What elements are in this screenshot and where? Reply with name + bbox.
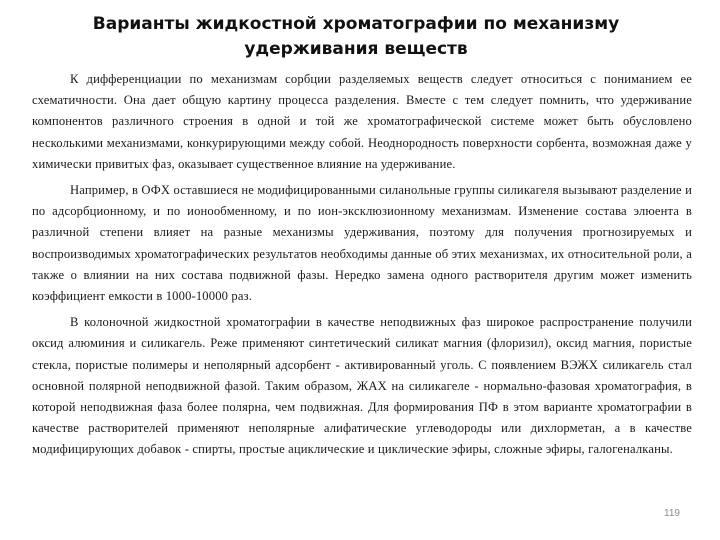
page-title: Варианты жидкостной хроматографии по механизму удерживания веществ: [92, 14, 620, 59]
paragraph-2: Например, в ОФХ оставшиеся не модифицированными силанольные группы силикагеля вызывают разделение и по адсорбционному, и по ионообменному, и по ион-эксклюзионному механизмам. Изменение состава элюента в различной степени влияет на разные механизмы удерживания, поэтому для получения прогнозируемых и воспроизводимых хроматографических результатов необходимы данные об этих механизмах, их относительной роли, а также о влиянии на них состава подвижной фазы. Нередко замена одного растворителя другим может изменить коэффициент емкости в 1000-10000 раз.: [32, 183, 692, 304]
paragraph-1: К дифференциации по механизмам сорбции разделяемых веществ следует относиться с пониманием ее схематичности. Она дает общую картину процесса разделения. Вместе с тем следует помнить, что удерживание компонентов различного строения в одной и той же хроматографической системе может быть обусловлено несколькими механизмами, конкурирующими между собой. Неоднородность поверхности сорбента, возможная даже у химически привитых фаз, оказывает существенное влияние на удерживание.: [32, 72, 692, 171]
page-number: 119: [664, 508, 680, 519]
body-text: [32, 69, 692, 466]
paragraph-3: В колоночной жидкостной хроматографии в качестве неподвижных фаз широкое распространение получили оксид алюминия и силикагель. Реже применяют синтетический силикат магния (флоризил), оксид магния, пористые стекла, пористые полимеры и неполярный адсорбент - активированный уголь. С появлением ВЭЖХ силикагель стал основной полярной неподвижной фазой. Таким образом, ЖАХ на силикагеле - нормально-фазовая хроматография, в которой неподвижная фаза более полярна, чем подвижная. Для формирования ПФ в этом варианте хроматографии в качестве растворителей применяют неполярные алифатические углеводороды или дихлорметан, а в качестве модифицирующих добавок - спирты, простые ациклические и циклические эфиры, сложные эфиры, галогеналканы.: [32, 315, 692, 457]
